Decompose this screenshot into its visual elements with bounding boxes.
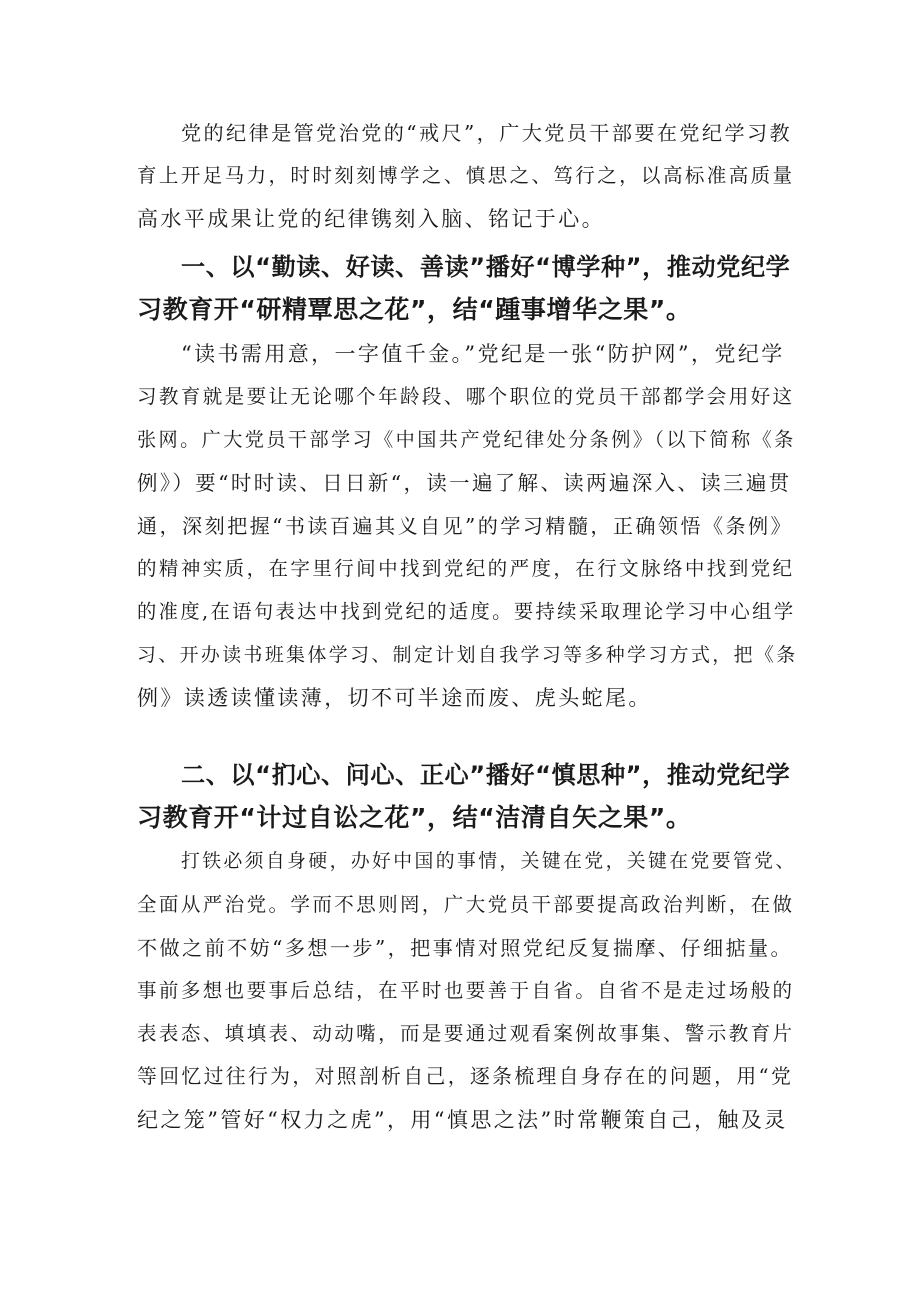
text-line: 例》）要“时时读、日日新“，读一遍了解、读两遍深入、读三遍贯 (137, 471, 792, 495)
text-line: 张网。广大党员干部学习《中国共产党纪律处分条例》（以下简称《条 (137, 428, 796, 451)
text-line: 例》读透读懂读薄，切不可半途而废、虎头蛇尾。 (137, 686, 652, 710)
text-line: 事前多想也要事后总结，在平时也要善于自省。自省不是走过场般的 (137, 979, 795, 1002)
text-line: “读书需用意，一字值千金。”党纪是一张“防护网”，党纪学 (181, 342, 785, 366)
text-line: 全面从严治党。学而不思则罔，广大党员干部要提高政治判断，在做 (137, 893, 795, 916)
text-line: 党的纪律是管党治党的“戒尺”，广大党员干部要在党纪学习教 (181, 121, 793, 145)
heading-line: 二、以“扪心、问心、正心”播好“慎思种”，推动党纪学 (181, 761, 791, 789)
text-line: 纪之笼”管好“权力之虎”，用“慎思之法”时常鞭策自己，触及灵 (137, 1108, 788, 1132)
text-line: 打铁必须自身硬，办好中国的事情，关键在党，关键在党要管党、 (181, 851, 797, 872)
text-line: 高水平成果让党的纪律镌刻入脑、铭记于心。 (137, 207, 605, 231)
text-line: 的精神实质，在字里行间中找到党纪的严度，在行文脉络中找到党纪 (137, 557, 795, 580)
text-line: 习教育就是要让无论哪个年龄段、哪个职位的党员干部都学会用好这 (137, 385, 795, 408)
heading-line: 习教育开“研精覃思之花”，结“踵事增华之果”。 (137, 295, 692, 324)
text-line: 育上开足马力，时时刻刻博学之、慎思之、笃行之，以高标准高质量 (137, 164, 795, 187)
heading-line: 一、以“勤读、好读、善读”播好“博学种”，推动党纪学 (181, 253, 791, 281)
text-line: 习、开办读书班集体学习、制定计划自我学习等多种学习方式，把《条 (137, 644, 798, 666)
text-line: 表表态、填填表、动动嘴，而是要通过观看案例故事集、警示教育片 (137, 1022, 795, 1045)
text-line: 不做之前不妨“多想一步”，把事情对照党纪反复揣摩、仔细掂量。 (137, 936, 794, 960)
text-line: 等回忆过往行为，对照剖析自己，逐条梳理自身存在的问题，用“党 (137, 1065, 794, 1088)
text-line: 的准度,在语句表达中找到党纪的适度。要持续采取理论学习中心组学 (137, 600, 796, 623)
heading-line: 习教育开“计过自讼之花”，结“洁清自矢之果”。 (137, 803, 692, 832)
text-line: 通，深刻把握“书读百遍其义自见”的学习精髓，正确领悟《条例》 (137, 514, 794, 538)
